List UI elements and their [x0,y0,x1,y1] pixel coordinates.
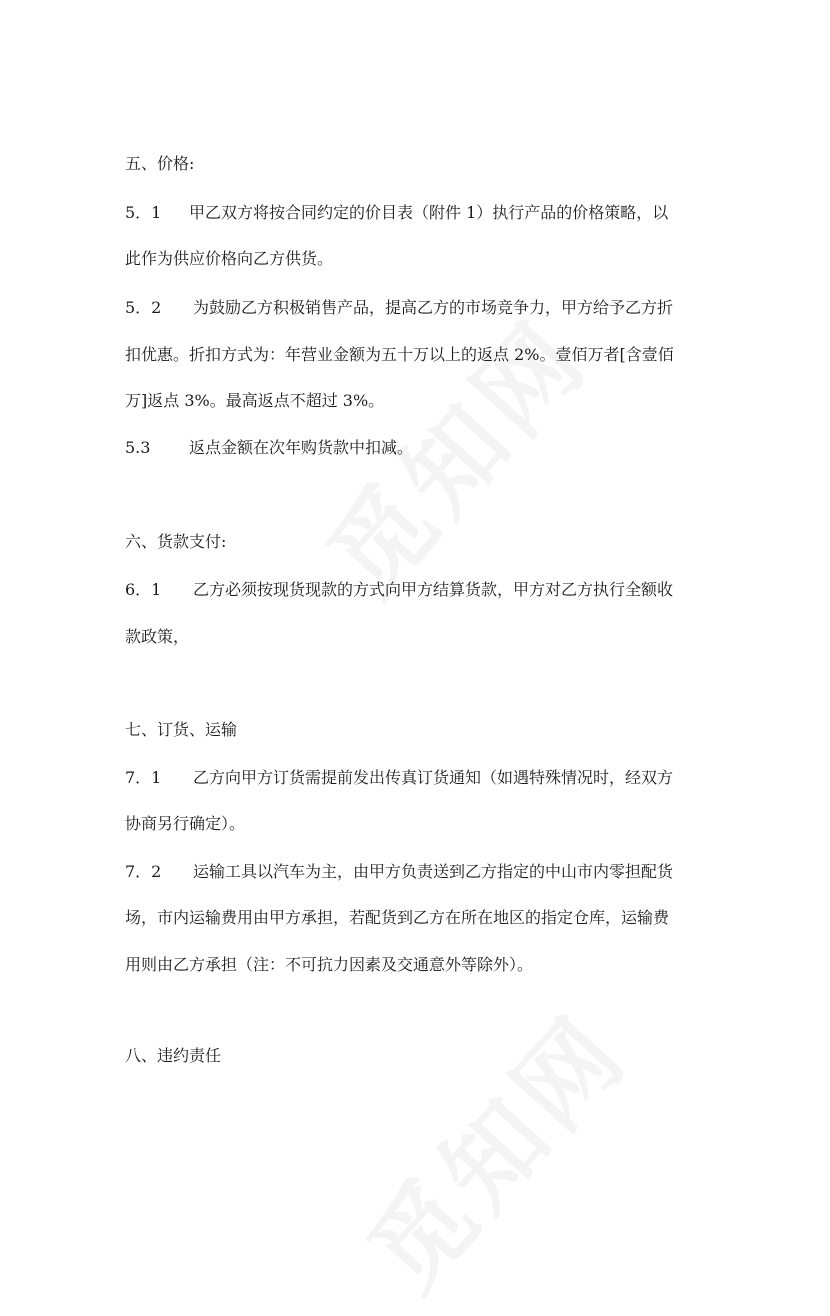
section-heading-liability: 八、违约责任 [125,1046,222,1065]
clause-6-1-cont: 款政策， [125,627,190,646]
clause-number: 5.3 [125,438,151,457]
section-heading-price: 五、价格: [125,154,195,173]
clause-5-2-cont: 万]返点 3%。最高返点不超过 3%。 [125,391,385,410]
clause-number: 5．2 [125,298,162,317]
clause-text: 乙方必须按现货现款的方式向甲方结算货款，甲方对乙方执行全额收 [193,580,674,599]
clause-text: 运输工具以汽车为主，由甲方负责送到乙方指定的中山市内零担配货 [193,862,674,881]
clause-text: 乙方向甲方订货需提前发出传真订货通知（如遇特殊情况时，经双方 [193,768,674,787]
clause-7-1-cont: 协商另行确定）。 [125,814,246,833]
clause-text: 甲乙双方将按合同约定的价目表（附件 1）执行产品的价格策略，以 [189,203,669,222]
clause-7-2 [125,860,673,884]
clause-5-3 [125,436,413,460]
clause-number: 6．1 [125,580,162,599]
clause-number: 5．1 [125,203,162,222]
clause-number: 7．2 [125,862,162,881]
clause-6-1 [125,578,673,602]
clause-7-2-cont: 用则由乙方承担（注：不可抗力因素及交通意外等除外）。 [125,955,534,974]
clause-5-2 [125,296,673,320]
clause-text: 为鼓励乙方积极销售产品，提高乙方的市场竞争力，甲方给予乙方折 [193,298,674,317]
section-heading-ordering: 七、订货、运输 [125,720,238,739]
clause-5-1-cont: 此作为供应价格向乙方供货。 [125,249,334,268]
section-heading-payment: 六、货款支付: [125,532,227,551]
clause-5-1 [125,201,668,225]
clause-number: 7．1 [125,768,162,787]
clause-5-2-cont: 扣优惠。折扣方式为：年营业金额为五十万以上的返点 2%。壹佰万者[含壹佰 [125,345,674,364]
clause-7-2-cont: 场，市内运输费用由甲方承担，若配货到乙方在所在地区的指定仓库，运输费 [125,908,670,927]
watermark [330,978,654,1315]
clause-text: 返点金额在次年购货款中扣减。 [189,438,414,457]
clause-7-1 [125,766,673,790]
